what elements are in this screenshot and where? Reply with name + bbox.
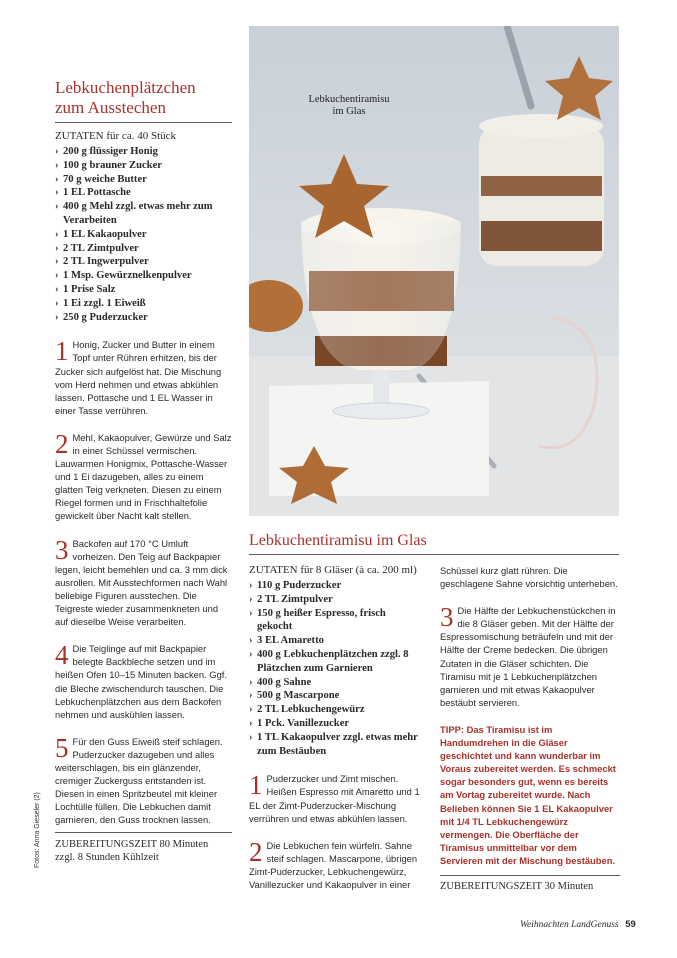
ingredients-list bbox=[249, 579, 421, 758]
divider bbox=[440, 875, 620, 876]
ingredients-list bbox=[55, 145, 232, 324]
step-3 bbox=[440, 604, 620, 709]
step-text: Die Lebkuchen fein würfeln. Sahne steif schlagen. Mascarpone, übrigen Zimt-Puderzucker, Lebkuchengewürz, Vanillezucker und Kakaopulver in einer bbox=[249, 839, 418, 891]
ingredient-item: › 1 EL Pottasche bbox=[55, 186, 232, 200]
magazine-name: Weihnachten LandGenuss bbox=[520, 920, 619, 930]
tiramisu-photo bbox=[249, 26, 619, 516]
ingredient-item: › 400 g Sahne bbox=[249, 676, 421, 690]
caption-line-2: im Glas bbox=[332, 106, 366, 117]
ingredient-item: › 1 Prise Salz bbox=[55, 283, 232, 297]
divider bbox=[249, 554, 619, 555]
ingredient-item: › 400 g Mehl zzgl. etwas mehr zum Verarbeiten bbox=[55, 200, 232, 228]
divider bbox=[55, 122, 232, 123]
ingredient-item: › 400 g Lebkuchenplätzchen zzgl. 8 Plätzchen zum Garnieren bbox=[249, 648, 421, 676]
page-number: 59 bbox=[625, 919, 636, 930]
step-text: Puderzucker und Zimt mischen. Heißen Espresso mit Amaretto und 1 EL der Zimt-Puderzucker-Mischung verrühren und etwas abkühlen lassen. bbox=[249, 773, 420, 824]
ingredient-item: › 2 TL Ingwerpulver bbox=[55, 255, 232, 269]
ingredient-item: › 1 TL Kakaopulver zzgl. etwas mehr zum Bestäuben bbox=[249, 731, 421, 759]
title-line-1: Lebkuchenplätzchen bbox=[55, 78, 196, 97]
ingredient-item: › 2 TL Zimtpulver bbox=[55, 242, 232, 256]
left-recipe bbox=[55, 78, 232, 864]
divider bbox=[55, 832, 232, 833]
ingredient-item: › 100 g brauner Zucker bbox=[55, 159, 232, 173]
ingredient-item: › 1 Pck. Vanillezucker bbox=[249, 717, 421, 731]
recipe-title-tiramisu: Lebkuchentiramisu im Glas bbox=[249, 532, 427, 549]
step-text: Die Teiglinge auf mit Backpapier belegte Backbleche setzen und im heißen Ofen 10–15 Minuten backen. Ggf. die Bleche zwischendurch tauschen. Die Lebkuchenplätzchen aus dem Backofen nehmen und auskühlen lassen. bbox=[55, 643, 227, 720]
step-number: 5 bbox=[55, 732, 69, 763]
step-text: Die Hälfte der Lebkuchenstückchen in die 8 Gläser geben. Mit der Hälfte der Espressomischung beträufeln und mit der Hälfte der Creme bedecken. Die übrigen Zutaten in die Gläser schichten. Die Tiramisu mit je 1 Lebkuchenplätzchen garnieren und mit etwas Kakaopulver bestäubt servieren. bbox=[440, 605, 616, 708]
step-3 bbox=[55, 534, 232, 629]
step-1 bbox=[249, 772, 421, 824]
ingredient-item: › 2 TL Lebkuchengewürz bbox=[249, 703, 421, 717]
steps bbox=[249, 772, 421, 891]
step-number: 4 bbox=[55, 640, 69, 671]
ingredient-item: › 1 Msp. Gewürznelkenpulver bbox=[55, 269, 232, 283]
step-number: 2 bbox=[55, 428, 69, 459]
step-text: Honig, Zucker und Butter in einem Topf unter Rühren erhitzen, bis der Zucker sich aufgelöst hat. Die Mischung vom Herd nehmen und etwas abkühlen lassen. Pottasche und 1 EL Wasser in einer Tasse verrühren. bbox=[55, 339, 222, 416]
step-4 bbox=[55, 642, 232, 721]
caption-line-1: Lebkuchentiramisu bbox=[308, 94, 390, 105]
title-line-2: zum Ausstechen bbox=[55, 98, 166, 117]
step-number: 3 bbox=[440, 602, 454, 633]
ingredient-item: › 110 g Puderzucker bbox=[249, 579, 421, 593]
recipe-title-cookies bbox=[55, 78, 232, 118]
ingredients-heading: ZUTATEN für 8 Gläser (à ca. 200 ml) bbox=[249, 564, 417, 576]
ingredients-heading: ZUTATEN für ca. 40 Stück bbox=[55, 130, 177, 142]
ingredient-item: › 1 Ei zzgl. 1 Eiweiß bbox=[55, 297, 232, 311]
page-footer bbox=[520, 919, 636, 930]
ingredient-item: › 3 EL Amaretto bbox=[249, 634, 421, 648]
step-text: Backofen auf 170 °C Umluft vorheizen. Den Teig auf Backpapier legen, leicht bemehlen und ca. 3 mm dick ausrollen. Mit Ausstechformen nach Wahl beliebige Figuren ausstechen. Die Teigreste wieder zusammenkneten und auf dieselbe Weise verarbeiten. bbox=[55, 537, 228, 628]
step-text: Für den Guss Eiweiß steif schlagen. Puderzucker dazugeben und alles weiterschlagen, bis ein glänzender, cremiger Zuckerguss entstanden ist. Diesen in einen Spritzbeutel mit kleiner Lochtülle füllen. Die Lebkuchen damit garnieren, den Guss trocknen lassen. bbox=[55, 735, 223, 826]
ingredient-item: › 150 g heißer Espresso, frisch gekocht bbox=[249, 607, 421, 635]
prep-time bbox=[55, 838, 232, 864]
ingredient-item: › 2 TL Zimtpulver bbox=[249, 593, 421, 607]
tiramisu-steps-column bbox=[440, 564, 620, 893]
step-2 bbox=[55, 428, 232, 523]
step-5 bbox=[55, 732, 232, 827]
step-text: Mehl, Kakaopulver, Gewürze und Salz in einer Schüssel vermischen. Lauwarmen Honigmix, Pottasche-Wasser und 1 Ei dazugeben, alles zu einem glatten Teig verkneten. Diesen zu einem Riegel formen und in Frischhaltefolie gewickelt über Nacht kalt stellen. bbox=[55, 431, 232, 522]
step-number: 1 bbox=[55, 336, 69, 367]
tiramisu-ingredients-column bbox=[249, 564, 421, 891]
ingredient-item: › 500 g Mascarpone bbox=[249, 689, 421, 703]
step-number: 3 bbox=[55, 534, 69, 565]
step-2-continuation: Schüssel kurz glatt rühren. Die geschlagene Sahne vorsichtig unterheben. bbox=[440, 565, 618, 590]
step-1 bbox=[55, 338, 232, 417]
ingredient-item: › 250 g Puderzucker bbox=[55, 311, 232, 325]
photo-caption bbox=[287, 94, 411, 118]
tip-box: TIPP: Das Tiramisu ist im Handumdrehen in die Gläser geschichtet und kann wunderbar im Voraus zubereitet werden. Es schmeckt sogar besonders gut, wenn es bereits am Vortag zubereitet wurde. Nach Belieben können Sie 1 EL Kakaopulver mit 1/4 TL Lebkuchengewürz vermengen. Die Oberfläche der Tiramisus unmittelbar vor dem Servieren mit der Mischung bestäuben. bbox=[440, 723, 616, 866]
prep-time-line-1: ZUBEREITUNGSZEIT 80 Minuten bbox=[55, 839, 209, 851]
step-number: 1 bbox=[249, 770, 263, 801]
step-number: 2 bbox=[249, 836, 263, 867]
prep-time: ZUBEREITUNGSZEIT 30 Minuten bbox=[440, 880, 594, 892]
photo-credit: Fotos: Anna Gieseler (2) bbox=[34, 792, 41, 868]
ingredient-item: › 200 g flüssiger Honig bbox=[55, 145, 232, 159]
ingredient-item: › 70 g weiche Butter bbox=[55, 173, 232, 187]
prep-time-line-2: zzgl. 8 Stunden Kühlzeit bbox=[55, 852, 159, 864]
step-2 bbox=[249, 836, 421, 891]
steps bbox=[55, 338, 232, 826]
right-recipe-header bbox=[249, 531, 619, 555]
ingredient-item: › 1 EL Kakaopulver bbox=[55, 228, 232, 242]
